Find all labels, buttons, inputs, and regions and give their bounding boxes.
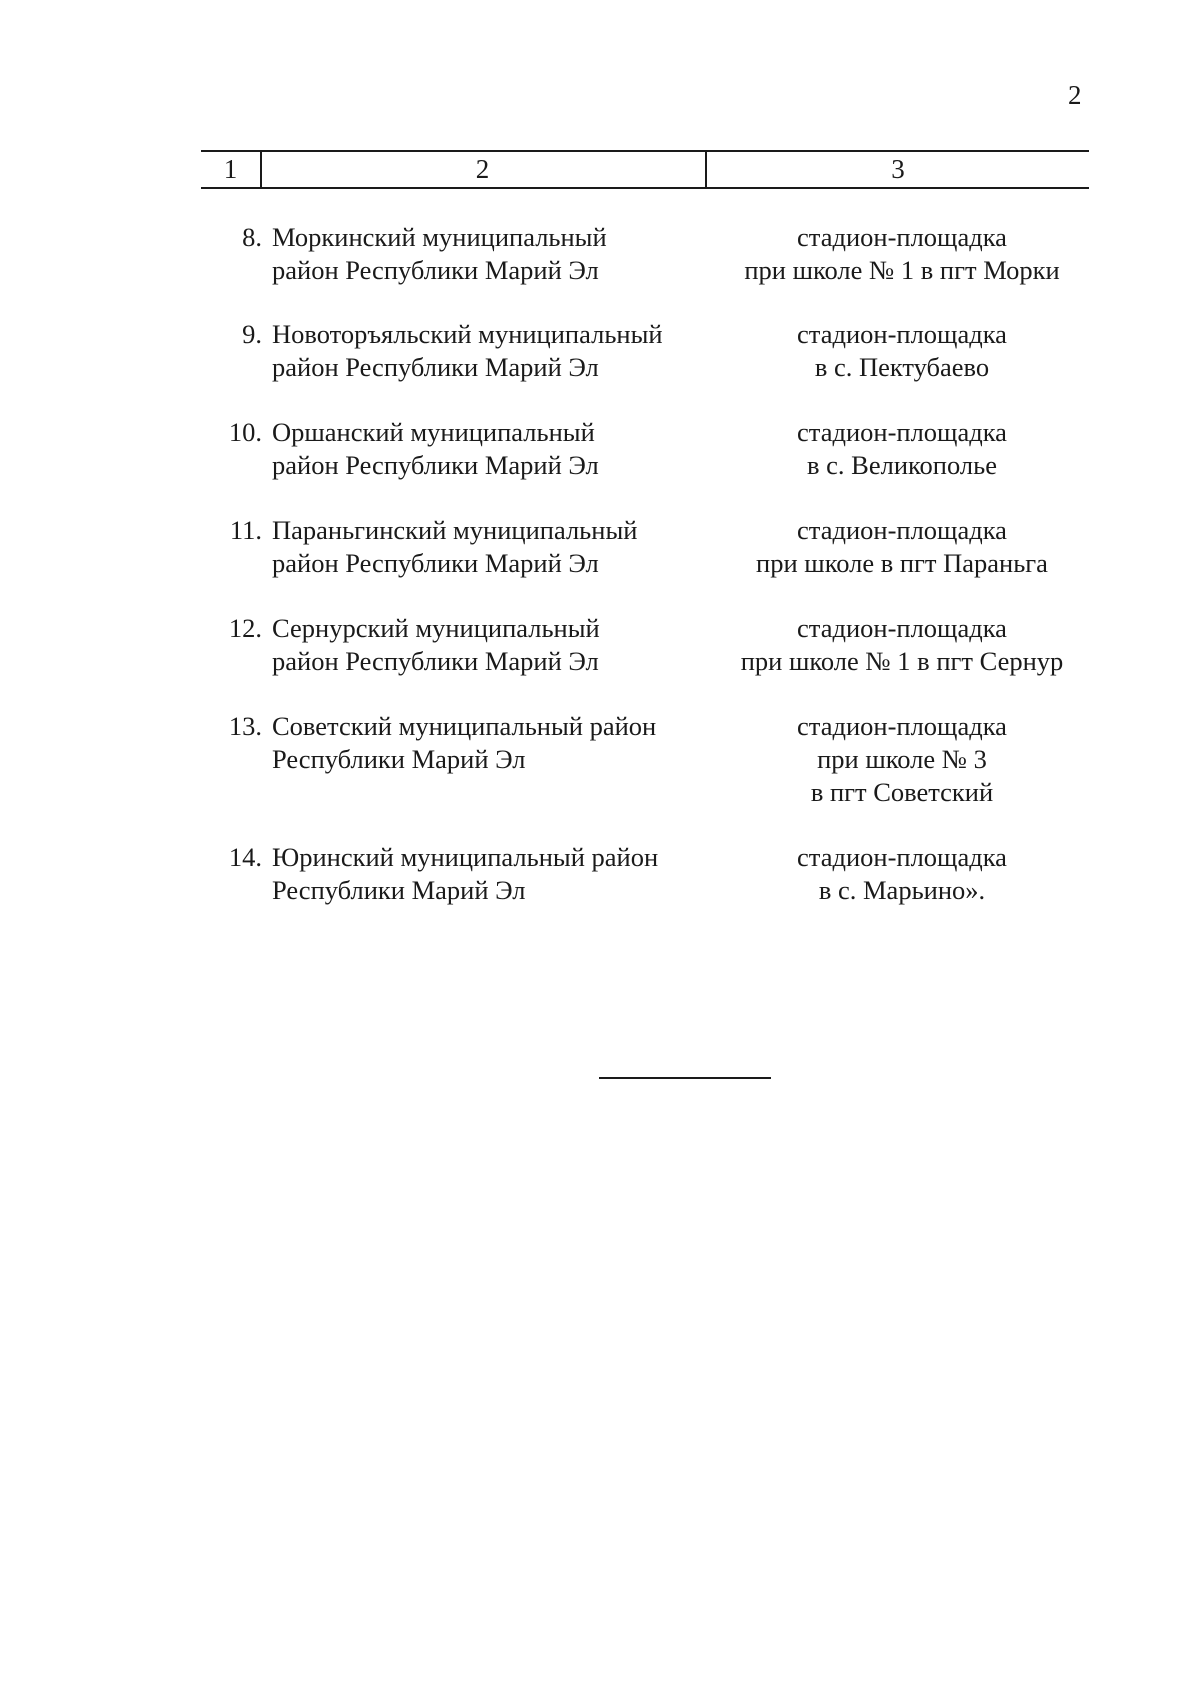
- location-line: при школе № 3: [817, 744, 987, 774]
- district-name: [272, 416, 712, 482]
- location-line: в с. Марьино».: [818, 875, 986, 905]
- location-line: при школе № 1 в пгт Морки: [744, 255, 1060, 285]
- row-number: 10.: [228, 417, 262, 447]
- end-divider-line: [599, 1077, 771, 1079]
- location-name: [712, 514, 1092, 580]
- district-line: Моркинский муниципальный: [272, 222, 607, 252]
- district-line: район Республики Марий Эл: [272, 646, 599, 676]
- district-line: Республики Марий Эл: [272, 875, 526, 905]
- district-line: Новоторъяльский муниципальный: [272, 319, 663, 349]
- district-line: район Республики Марий Эл: [272, 255, 599, 285]
- district-name: [272, 612, 712, 678]
- row-number: 13.: [228, 711, 262, 741]
- district-name: [272, 221, 712, 287]
- district-line: Оршанский муниципальный: [272, 417, 595, 447]
- district-line: район Республики Марий Эл: [272, 450, 599, 480]
- location-name: [712, 221, 1092, 287]
- location-name: [712, 841, 1092, 907]
- location-line: стадион-площадка: [797, 613, 1007, 643]
- location-name: [712, 612, 1092, 678]
- location-line: стадион-площадка: [797, 319, 1007, 349]
- page-number: 2: [1068, 80, 1082, 110]
- row-number: 12.: [228, 613, 262, 643]
- row-number: 8.: [242, 222, 262, 252]
- district-line: Советский муниципальный район: [272, 711, 657, 741]
- location-name: [712, 710, 1092, 809]
- location-line: стадион-площадка: [797, 417, 1007, 447]
- district-line: район Республики Марий Эл: [272, 352, 599, 382]
- district-line: Республики Марий Эл: [272, 744, 526, 774]
- district-line: Параньгинский муниципальный: [272, 515, 638, 545]
- table-header: [201, 150, 1089, 189]
- district-name: [272, 841, 712, 907]
- row-number: 9.: [242, 319, 262, 349]
- location-line: стадион-площадка: [797, 222, 1007, 252]
- location-line: стадион-площадка: [797, 515, 1007, 545]
- district-line: район Республики Марий Эл: [272, 548, 599, 578]
- location-line: при школе в пгт Параньга: [756, 548, 1048, 578]
- table-header-col-2: 2: [260, 152, 707, 187]
- location-line: в с. Великополье: [807, 450, 997, 480]
- table-header-col-1: 1: [201, 152, 262, 187]
- district-line: Сернурский муниципальный: [272, 613, 600, 643]
- district-name: [272, 514, 712, 580]
- table-header-col-3: 3: [891, 154, 905, 184]
- location-line: стадион-площадка: [797, 842, 1007, 872]
- location-line: при школе № 1 в пгт Сернур: [740, 646, 1064, 676]
- district-line: Юринский муниципальный район: [272, 842, 659, 872]
- location-name: [712, 416, 1092, 482]
- district-name: [272, 318, 712, 384]
- location-line: стадион-площадка: [797, 711, 1007, 741]
- location-line: в пгт Советский: [810, 777, 994, 807]
- location-name: [712, 318, 1092, 384]
- row-number: 14.: [228, 842, 262, 872]
- row-number: 11.: [229, 515, 262, 545]
- location-line: в с. Пектубаево: [814, 352, 990, 382]
- district-name: [272, 710, 712, 776]
